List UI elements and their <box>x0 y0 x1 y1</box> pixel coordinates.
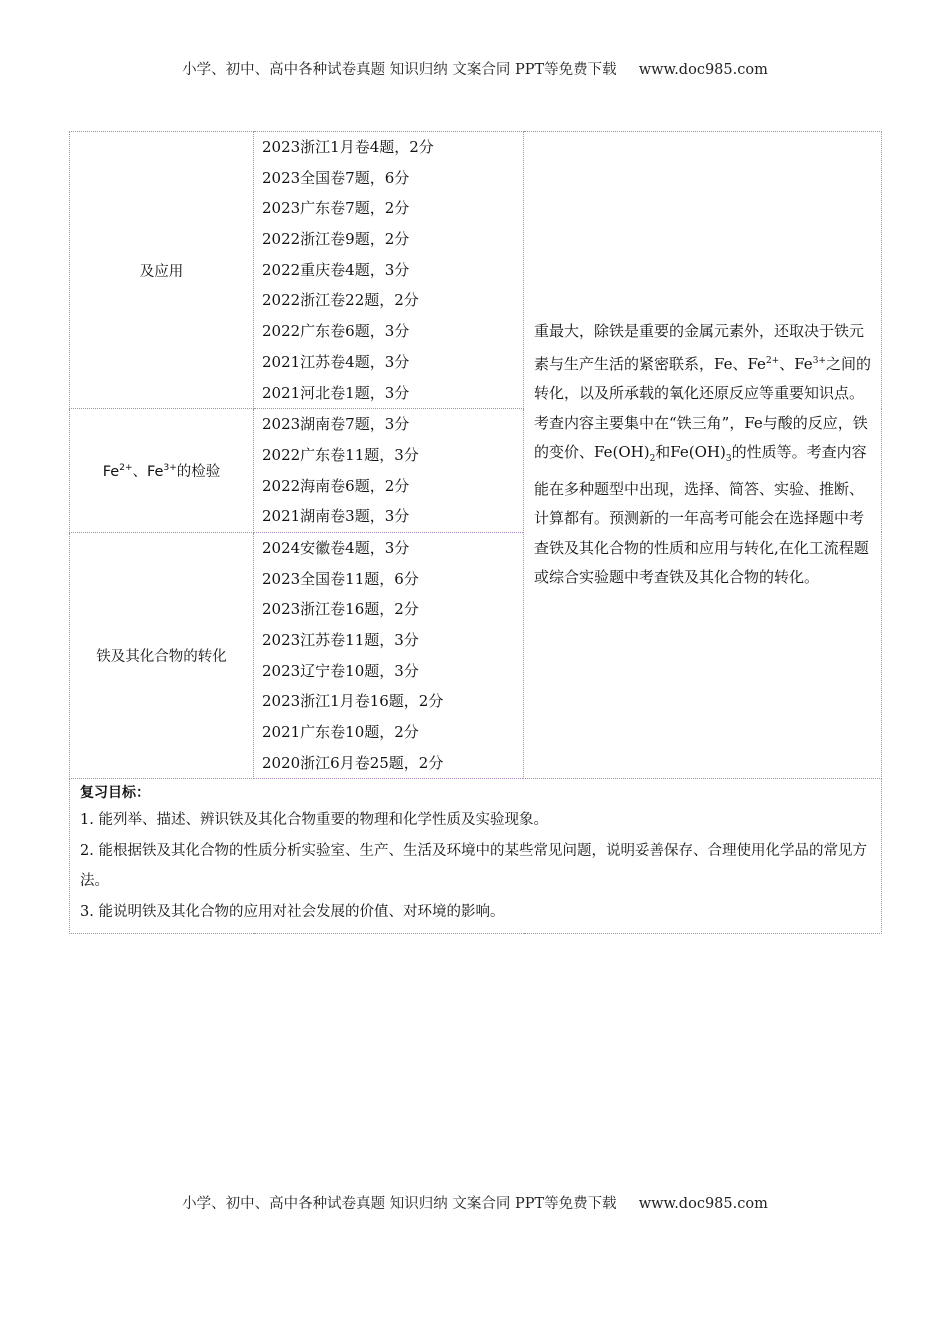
exam-list <box>254 132 524 409</box>
topic-cell: $Fe^{2+}$、$Fe^{3+}$的检验 <box>70 409 254 533</box>
exam-item: 2023辽宁卷10题，3分 <box>262 661 419 680</box>
exam-list <box>254 532 524 779</box>
exam-item: 2023全国卷11题，6分 <box>262 569 419 588</box>
exam-item: 2021河北卷1题，3分 <box>262 383 410 402</box>
exam-item: 2023浙江1月卷4题，2分 <box>262 138 434 156</box>
exam-item: 2023全国卷7题，6分 <box>262 168 410 187</box>
exam-item: 2023浙江1月卷16题，2分 <box>262 692 444 711</box>
exam-item: 2021湖南卷3题，3分 <box>262 507 410 526</box>
topic-cell: 及应用 <box>70 132 254 409</box>
exam-item: 2022广东卷11题，3分 <box>262 445 419 464</box>
exam-item: 2021江苏卷4题，3分 <box>262 352 410 371</box>
exam-table <box>69 131 882 934</box>
header-url[interactable]: www.doc985.com <box>638 62 768 78</box>
exam-item: 2020浙江6月卷25题，2分 <box>262 753 444 772</box>
goal-item: 3. 能说明铁及其化合物的应用对社会发展的价值、对环境的影响。 <box>80 903 505 920</box>
review-goals <box>70 779 882 934</box>
topic-cell: 铁及其化合物的转化 <box>70 532 254 779</box>
exam-item: 2022广东卷6题，3分 <box>262 322 410 341</box>
footer-url[interactable]: www.doc985.com <box>638 1196 768 1212</box>
page-header <box>0 58 950 79</box>
exam-item: 2021广东卷10题，2分 <box>262 723 419 742</box>
footer-text: 小学、初中、高中各种试卷真题 知识归纳 文案合同 PPT等免费下载 <box>182 1196 617 1212</box>
goals-title: 复习目标： <box>80 785 150 802</box>
description-cell: 重最大，除铁是重要的金属元素外，还取决于铁元素与生产生活的紧密联系，Fe、$Fe^{2+}$、$Fe^{3+}$之间的转化，以及所承载的氧化还原反应等重要知识点。考查内容主要集中在“铁三角”，Fe与酸的反应，铁的变价、$Fe(OH)_2$和$Fe(OH)_3$的性质等。考查内容能在多种题型中出现，选择、简答、实验、推断、计算都有。预测新的一年高考可能会在选择题中考查铁及其化合物的性质和应用与转化,在化工流程题或综合实验题中考查铁及其化合物的转化。 <box>524 132 882 779</box>
page-footer <box>0 1192 950 1213</box>
exam-item: 2023广东卷7题，2分 <box>262 199 410 218</box>
exam-item: 2022浙江卷9题，2分 <box>262 230 410 249</box>
exam-item: 2022重庆卷4题，3分 <box>262 260 410 279</box>
exam-list <box>254 409 524 533</box>
exam-item: 2023江苏卷11题，3分 <box>262 631 419 649</box>
header-text: 小学、初中、高中各种试卷真题 知识归纳 文案合同 PPT等免费下载 <box>182 62 617 78</box>
exam-item: 2022海南卷6题，2分 <box>262 476 410 495</box>
exam-item: 2023浙江卷16题，2分 <box>262 600 419 619</box>
goal-item: 1. 能列举、描述、辨识铁及其化合物重要的物理和化学性质及实验现象。 <box>80 812 548 829</box>
goal-item: 2. 能根据铁及其化合物的性质分析实验室、生产、生活及环境中的某些常见问题，说明妥善保存、合理使用化学品的常见方法。 <box>80 842 867 890</box>
exam-item: 2022浙江卷22题，2分 <box>262 291 419 310</box>
exam-item: 2023湖南卷7题，3分 <box>262 415 410 434</box>
exam-item: 2024安徽卷4题，3分 <box>262 538 410 557</box>
